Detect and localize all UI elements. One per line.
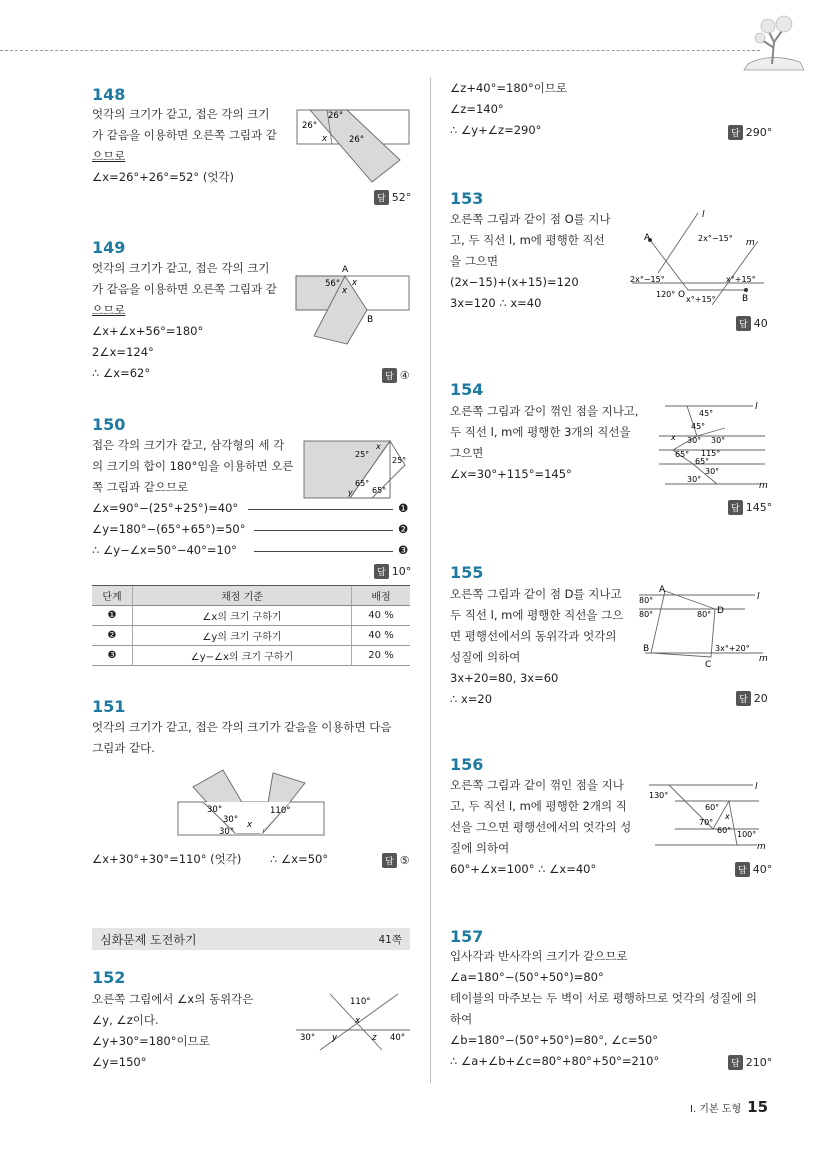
text-line: 두 직선 l, m에 평행한 직선을 그으 (450, 608, 624, 622)
text-line: 엇각의 크기가 같고, 접은 각의 크기 (92, 107, 270, 121)
angle-label: 30° (687, 475, 702, 484)
text-line: ∠y+30°=180°이므로 (92, 1034, 210, 1048)
table-cell: 40 % (352, 606, 411, 626)
angle-label: 30° (223, 815, 239, 825)
answer-value: 20 (753, 692, 768, 705)
line-label: l (757, 592, 760, 602)
text-line: 오른쪽 그림과 같이 점 D를 지나고 (450, 587, 622, 601)
angle-label: 70° (699, 818, 714, 827)
problem-number: 157 (450, 927, 484, 946)
answer-value: 40 (753, 317, 768, 330)
point-label: B (643, 644, 650, 654)
answer-mark: 답 (382, 368, 397, 383)
leader-line (254, 530, 393, 531)
point-label: B (367, 315, 374, 325)
angle-label: 26° (328, 111, 344, 121)
text-line: 고, 두 직선 l, m에 평행한 2개의 직 (450, 799, 627, 813)
line-label: l (755, 402, 758, 412)
angle-label: 56° (325, 279, 341, 289)
text-line: 오른쪽 그림과 같이 꺾인 점을 지나 (450, 778, 624, 792)
text-line: 두 직선 l, m에 평행한 3개의 직선을 (450, 425, 631, 439)
text-line: 으므로 (92, 303, 126, 317)
tree-illustration-icon (740, 12, 810, 72)
answer-value: 40° (752, 863, 773, 876)
table-cell: ❸ (92, 646, 133, 666)
angle-label: 45° (691, 422, 706, 431)
answer (382, 853, 410, 868)
figure-152 (292, 990, 417, 1055)
text-line: ∠x=26°+26°=52° (엇각) (92, 170, 235, 184)
problem-number: 154 (450, 380, 484, 399)
figure-155 (635, 583, 770, 673)
angle-label: y (332, 1033, 338, 1043)
text-line: 면 평행선에서의 동위각과 엇각의 (450, 629, 617, 643)
table-cell: ❶ (92, 606, 133, 626)
text-line: 그림과 같다. (92, 741, 155, 755)
text-line: 질에 의하여 (450, 841, 510, 855)
answer-mark: 답 (736, 691, 751, 706)
table-cell: ∠y−∠x의 크기 구하기 (133, 646, 352, 666)
table-cell: ∠y의 크기 구하기 (133, 626, 352, 646)
text-line: ∠y, ∠z이다. (92, 1013, 159, 1027)
text-line: 그으면 (450, 446, 484, 460)
text-line: ∠y=180°−(65°+65°)=50° (92, 522, 246, 536)
text-line: 가 같음을 이용하면 오른쪽 그림과 같 (92, 282, 277, 296)
angle-label: y (348, 488, 353, 497)
answer-mark: 답 (728, 500, 743, 515)
section-name: Ⅰ. 기본 도형 (690, 1103, 742, 1115)
answer-mark: 답 (374, 564, 389, 579)
text-line: 으므로 (92, 149, 126, 163)
problem-number: 150 (92, 415, 126, 434)
text-line: 가 같음을 이용하면 오른쪽 그림과 같 (92, 128, 277, 142)
table-cell: ❷ (92, 626, 133, 646)
text-line: 2∠x=124° (92, 345, 154, 359)
figure-151 (175, 765, 330, 840)
answer-mark: 답 (728, 125, 743, 140)
angle-label: 65° (675, 450, 690, 459)
answer-mark: 답 (735, 862, 750, 877)
text-line: 쪽 그림과 같으므로 (92, 480, 189, 494)
angle-label: 26° (302, 121, 318, 131)
point-label: D (717, 606, 724, 616)
angle-label: 26° (349, 135, 365, 145)
text-line: ∠b=180°−(50°+50°)=80°, ∠c=50° (450, 1033, 658, 1047)
angle-label: 30° (705, 467, 720, 476)
table-header: 배점 (352, 586, 411, 606)
angle-label: 40° (390, 1033, 406, 1043)
step-marker: ❶ (398, 501, 409, 515)
line-label: m (759, 654, 768, 664)
angle-label: 65° (372, 486, 387, 495)
text-line: 고, 두 직선 l, m에 평행한 직선 (450, 233, 605, 247)
page-footer (690, 1098, 768, 1116)
table-cell: 40 % (352, 626, 411, 646)
text-line: 3x+20=80, 3x=60 (450, 671, 559, 685)
figure-150 (300, 437, 415, 502)
point-label: C (705, 660, 712, 670)
answer (735, 862, 772, 877)
answer (728, 500, 772, 515)
text-line: (2x−15)+(x+15)=120 (450, 275, 579, 289)
angle-label: x (725, 812, 730, 821)
text-line: ∠x+∠x+56°=180° (92, 324, 204, 338)
table-row (92, 646, 410, 666)
angle-label: 30° (219, 827, 235, 837)
angle-label: 3x°+20° (715, 644, 750, 653)
text-line: 을 그으면 (450, 254, 499, 268)
angle-label: x (322, 134, 328, 144)
text-line: 선을 그으면 평행선에서의 엇각의 성 (450, 820, 632, 834)
angle-label: x°+15° (726, 275, 756, 284)
angle-label: 65° (695, 457, 710, 466)
answer-value: 290° (745, 126, 773, 139)
point-label: O (678, 290, 686, 300)
text-line: 오른쪽 그림에서 ∠x의 동위각은 (92, 992, 254, 1006)
text-line: ∠x=30°+115°=145° (450, 467, 572, 481)
problem-number: 149 (92, 238, 126, 257)
answer-value: ④ (399, 369, 410, 382)
banner-title: 심화문제 도전하기 (100, 932, 197, 947)
problem-number: 156 (450, 755, 484, 774)
angle-label: 30° (207, 805, 223, 815)
angle-label: 130° (649, 791, 669, 800)
line-label: l (755, 782, 758, 792)
angle-label: x (355, 1016, 361, 1026)
text-line: ∠y=150° (92, 1055, 147, 1069)
angle-label: 65° (355, 479, 370, 488)
header-rule (0, 50, 760, 51)
text-line: ∠x=90°−(25°+25°)=40° (92, 501, 239, 515)
text-line: 입사각과 반사각의 크기가 같으므로 (450, 949, 628, 963)
line-label: m (757, 842, 766, 852)
leader-line (248, 509, 393, 510)
answer-value: ⑤ (399, 854, 410, 867)
figure-149 (292, 262, 417, 350)
table-header-row (92, 586, 410, 606)
answer-mark: 답 (382, 853, 397, 868)
angle-label: x (342, 286, 348, 296)
angle-label: 25° (355, 450, 370, 459)
table-cell: 20 % (352, 646, 411, 666)
text-line: ∠x+30°+30°=110° (엇각) (92, 852, 242, 866)
text-line: 성질에 의하여 (450, 650, 521, 664)
text-line: 하여 (450, 1012, 473, 1026)
step-marker: ❷ (398, 522, 409, 536)
text-line: 3x=120 ∴ x=40 (450, 296, 542, 310)
text-line: ∴ ∠y+∠z=290° (450, 123, 542, 137)
angle-label: 60° (717, 826, 732, 835)
angle-label: 45° (699, 409, 714, 418)
text-line: ∠z+40°=180°이므로 (450, 81, 568, 95)
text-line: ∠a=180°−(50°+50°)=80° (450, 970, 604, 984)
answer (736, 316, 768, 331)
angle-label: x (352, 278, 358, 288)
text-line: ∴ ∠x=62° (92, 366, 151, 380)
text-line: 60°+∠x=100° ∴ ∠x=40° (450, 862, 597, 876)
text-line: ∠z=140° (450, 102, 504, 116)
angle-label: 2x°−15° (630, 275, 665, 284)
text-line: 접은 각의 크기가 같고, 삼각형의 세 각 (92, 438, 285, 452)
text-line: 엇각의 크기가 같고, 접은 각의 크기가 같음을 이용하면 다음 (92, 720, 392, 734)
problem-number: 153 (450, 189, 484, 208)
angle-label: 30° (687, 436, 702, 445)
answer (382, 368, 410, 383)
text-line: ∴ ∠a+∠b+∠c=80°+80°+50°=210° (450, 1054, 660, 1068)
problem-number: 155 (450, 563, 484, 582)
table-cell: ∠x의 크기 구하기 (133, 606, 352, 626)
text-line: 오른쪽 그림과 같이 점 O를 지나 (450, 212, 611, 226)
angle-label: 110° (270, 806, 291, 816)
answer (374, 564, 411, 579)
angle-label: x°+15° (686, 295, 716, 304)
line-label: m (759, 481, 768, 490)
problem-number: 151 (92, 697, 126, 716)
leader-line (254, 551, 393, 552)
angle-label: 80° (697, 610, 712, 619)
angle-label: 120° (656, 290, 676, 299)
angle-label: 115° (701, 449, 721, 458)
answer-mark: 답 (728, 1055, 743, 1070)
angle-label: 80° (639, 596, 654, 605)
answer-value: 210° (745, 1056, 773, 1069)
line-label: l (702, 210, 705, 220)
banner-page: 41쪽 (378, 933, 402, 946)
answer (374, 190, 411, 205)
angle-label: x (247, 820, 253, 830)
table-row (92, 626, 410, 646)
angle-label: x (376, 442, 381, 451)
angle-label: 30° (711, 436, 726, 445)
point-label: A (659, 585, 666, 595)
text-line: 테이블의 마주보는 두 벽이 서로 평행하므로 엇각의 성질에 의 (450, 991, 757, 1005)
table-header: 단계 (92, 586, 133, 606)
figure-156 (645, 777, 770, 852)
figure-153 (628, 205, 768, 305)
text-line: 엇각의 크기가 같고, 접은 각의 크기 (92, 261, 270, 275)
answer-value: 10° (391, 565, 412, 578)
figure-148 (292, 100, 417, 200)
text-line: 오른쪽 그림과 같이 꺾인 점을 지나고, (450, 404, 639, 418)
angle-label: 30° (300, 1033, 316, 1043)
point-label: A (342, 265, 349, 275)
table-header: 채점 기준 (133, 586, 352, 606)
answer (728, 1055, 772, 1070)
angle-label: 110° (350, 997, 371, 1007)
point-label: B (742, 294, 749, 304)
angle-label: 100° (737, 830, 757, 839)
answer-value: 52° (391, 191, 412, 204)
section-banner (92, 928, 410, 950)
angle-label: 25° (392, 456, 407, 465)
angle-label: 2x°−15° (698, 234, 733, 243)
text-line: ∴ x=20 (450, 692, 493, 706)
column-divider (430, 78, 431, 1083)
table-row (92, 606, 410, 626)
angle-label: 60° (705, 803, 720, 812)
answer (736, 691, 768, 706)
angle-label: 80° (639, 610, 654, 619)
text-line: ∴ ∠x=50° (270, 852, 329, 866)
answer-mark: 답 (736, 316, 751, 331)
scoring-table (92, 585, 410, 666)
figure-154 (655, 398, 770, 490)
answer-value: 145° (745, 501, 773, 514)
text-line: 의 크기의 합이 180°임을 이용하면 오른 (92, 459, 294, 473)
problem-number: 148 (92, 85, 126, 104)
line-label: m (746, 238, 755, 248)
answer (728, 125, 772, 140)
problem-number: 152 (92, 968, 126, 987)
angle-label: x (671, 433, 676, 442)
text-line: ∴ ∠y−∠x=50°−40°=10° (92, 543, 237, 557)
answer-mark: 답 (374, 190, 389, 205)
step-marker: ❸ (398, 543, 409, 557)
point-label: A (644, 233, 651, 243)
angle-label: z (372, 1033, 377, 1043)
page-number: 15 (747, 1098, 769, 1116)
